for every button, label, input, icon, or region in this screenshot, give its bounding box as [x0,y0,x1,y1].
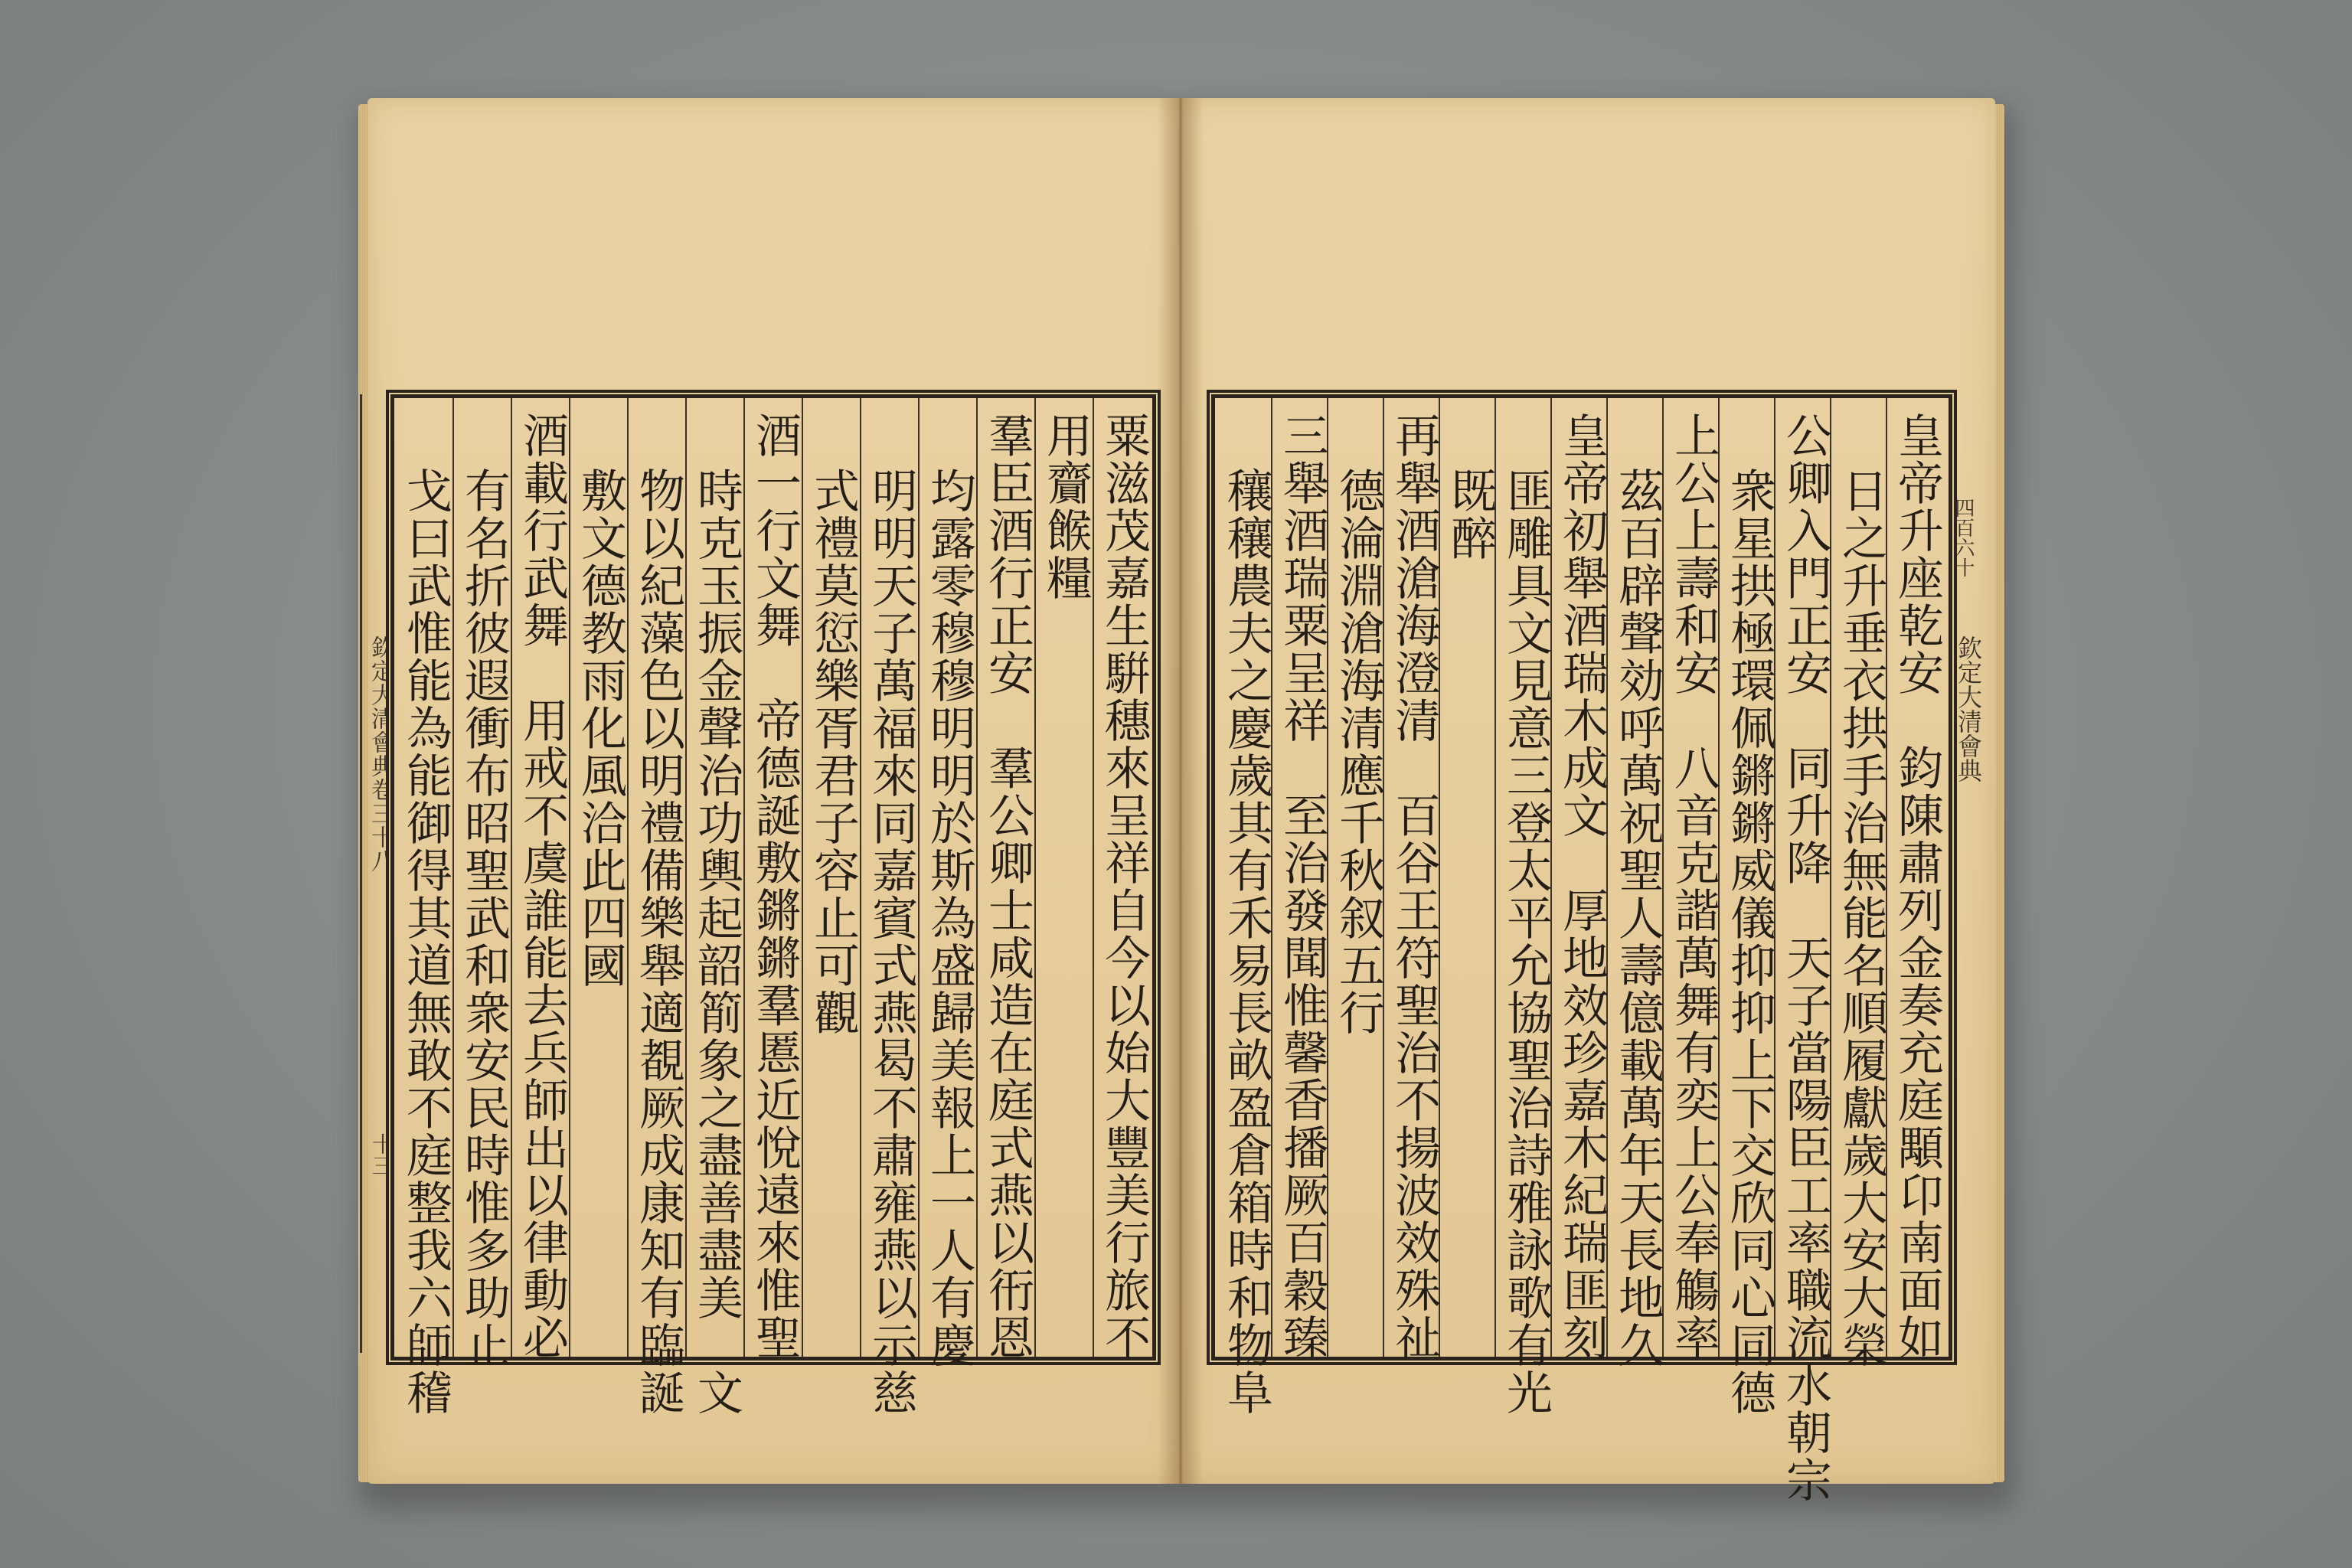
text-column: 羣臣酒行正安 羣公卿士咸造在庭式燕以衎恩 [981,412,1034,1361]
column-rule [569,398,570,1357]
column-rule [1034,398,1036,1357]
left-text-frame [390,394,1156,1416]
right-margin-title: 欽定大清會典 [1954,635,1983,782]
column-rule [685,398,687,1357]
text-column: 皇帝升座乾安 鈞陳肅列金奏充庭顒卬南面如 [1890,412,1944,1361]
column-rule [918,398,920,1357]
left-margin-title: 欽定大清會典卷三十八 [367,635,394,873]
text-column: 匪雕具文見意三登太平允協聖治詩雅詠歌有光 [1499,467,1553,1416]
show-through-text [919,138,980,181]
left-margin-page-number: 十三 [369,1133,394,1176]
text-column: 粟滋茂嘉生騈穗來呈祥自今以始大豐美行旅不 [1097,412,1151,1361]
text-column: 三舉酒瑞粟呈祥 至治發聞惟馨香播厥百穀臻 [1276,412,1329,1361]
column-rule [452,398,454,1357]
left-fold-column [360,394,393,1353]
text-column: 日之升垂衣拱手治無能名順履獻歲大安大榮 [1834,467,1888,1369]
right-text-frame [1211,394,1952,1504]
text-column: 酒載行武舞 用戒不虞誰能去兵師出以律動必 [515,412,569,1361]
text-column: 酒一行文舞 帝德誕敷鏘鏘羣慝近悅遠來惟聖 [748,412,802,1361]
text-column: 德淪淵滄海清應千秋叙五行 [1331,467,1385,1037]
text-column: 時克玉振金聲治功輿起韶箾象之盡善盡美 文 [690,467,743,1416]
right-page-number: 四百六十 [1952,498,1975,577]
text-column: 用齎餱糧 [1039,412,1093,602]
text-column: 物以紀藻色以明禮備樂舉適覩厥成康知有臨誕 [632,467,685,1416]
book-gutter [1158,98,1204,1484]
column-rule [802,398,803,1357]
column-rule [976,398,978,1357]
column-rule [743,398,745,1357]
column-rule [627,398,629,1357]
column-rule [511,398,512,1357]
text-column: 戈曰武惟能為能御得其道無敢不庭整我六師稽 [399,467,452,1416]
column-rule [1093,398,1094,1357]
column-rule [860,398,861,1357]
text-column: 式禮莫愆樂胥君子容止可觀 [806,467,860,1037]
text-column: 再舉酒滄海澄清 百谷王符聖治不揚波效殊祉 [1387,412,1441,1361]
text-column: 穰穰農夫之慶歲其有禾易長畝盈倉箱時和物阜 [1220,467,1273,1416]
text-column: 皇帝初舉酒瑞木成文 厚地效珍嘉木紀瑞匪刻 [1555,412,1609,1361]
text-column: 茲百辟聲効呼萬祝聖人壽億載萬年天長地久 [1611,467,1664,1369]
text-column: 衆星拱極環佩鏘鏘威儀抑抑上下交欣同心同德 [1723,467,1776,1416]
text-column: 有名折彼遐衝布昭聖武和衆安民時惟多助止 [457,467,511,1369]
text-column: 明明天子萬福來同嘉賓式燕曷不肅雍燕以示慈 [864,467,918,1416]
text-column: 既醉 [1443,467,1497,562]
text-column: 公卿入門正安 同升降 天子當陽臣工率職流水朝宗 [1779,412,1832,1504]
text-column: 均露零穆穆明明於斯為盛歸美報上一人有慶 [923,467,976,1369]
text-column: 敷文德教雨化風洽此四國 [573,467,627,989]
text-column: 上公上壽和安 八音克諧萬舞有奕上公奉觴率 [1667,412,1720,1361]
